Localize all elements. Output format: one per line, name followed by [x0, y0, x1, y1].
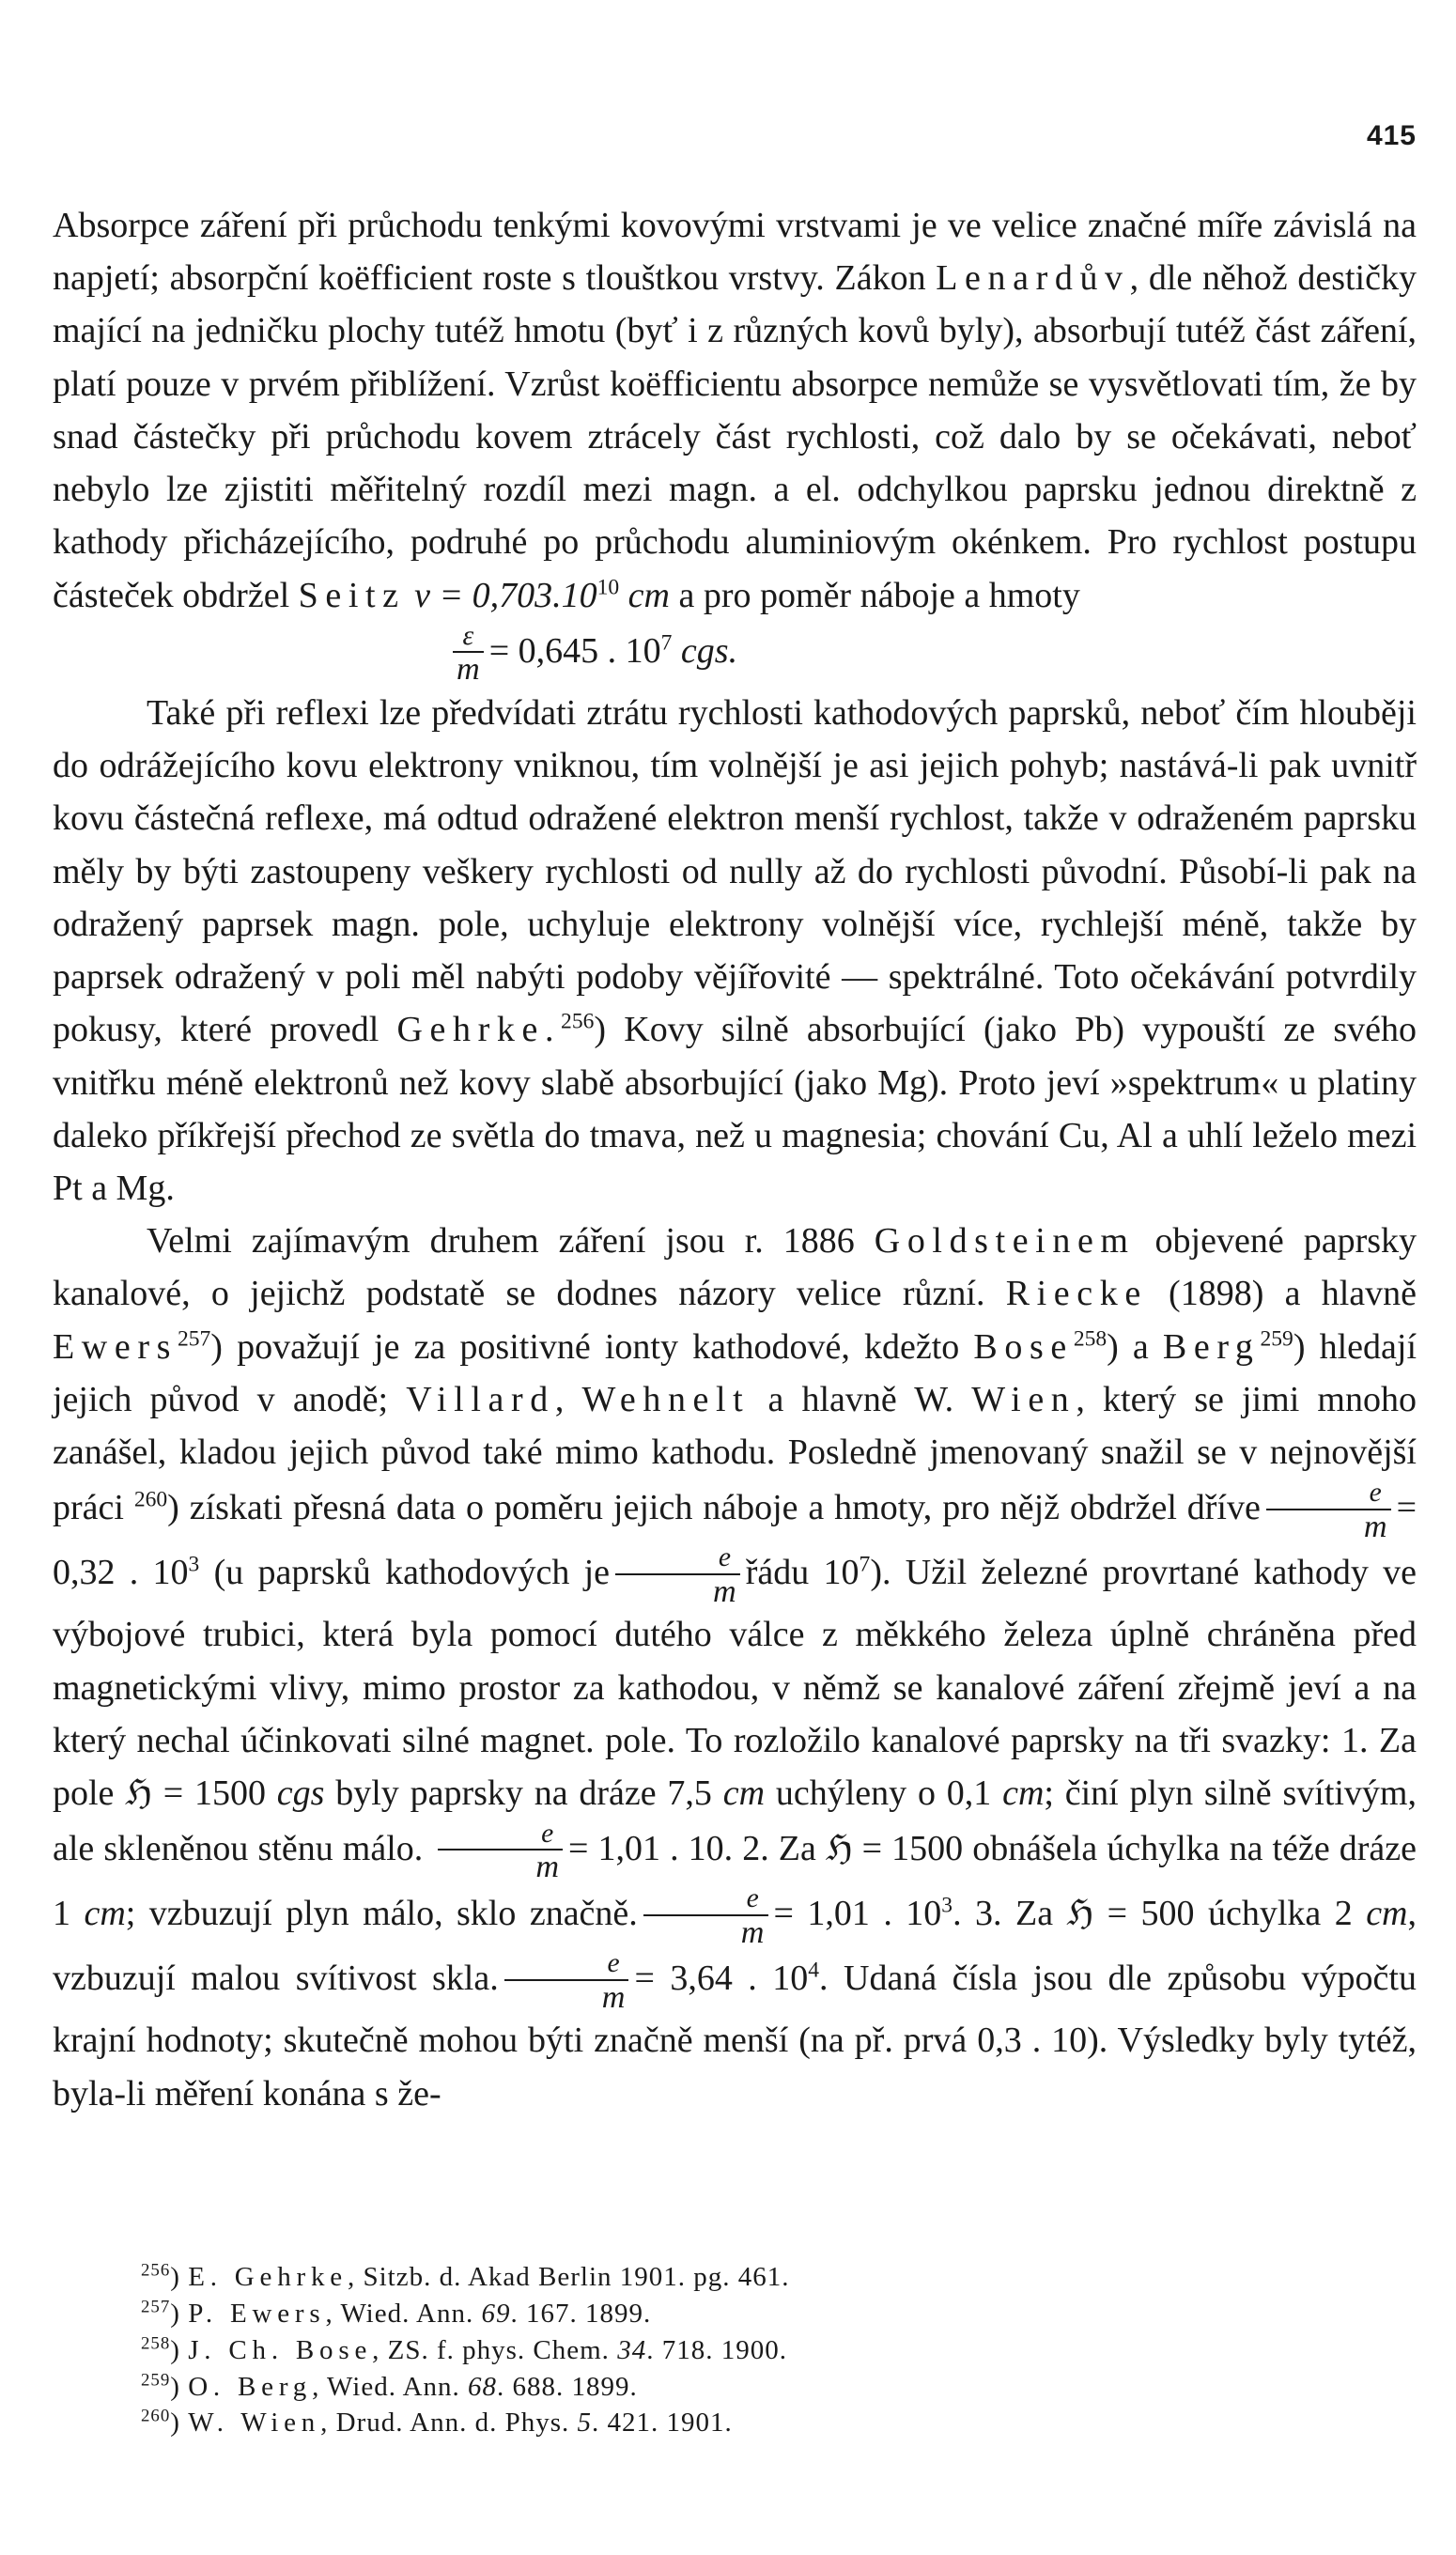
unit: cm: [722, 1773, 766, 1814]
field-strength: ℌ = 1500: [825, 1829, 964, 1869]
text-segment: uchýleny o 0,1: [765, 1773, 1003, 1814]
fraction-numerator: e: [438, 1819, 563, 1850]
text-segment: . Udaná čísla jsou dle způsobu výpočtu krajní hodnoty; skutečně mohou býti značně menší (na př. prvá 0,3 . 10). Výsledky byly tytéž, byla-li měření konána s že-: [53, 1959, 1417, 2114]
paragraph-absorption: [53, 199, 1417, 622]
footnote-ref: 260: [133, 1487, 168, 1512]
author-name-villard: Villard: [406, 1379, 555, 1419]
footnote-ref: 256: [561, 1009, 595, 1034]
footnote-volume: 69: [481, 2298, 511, 2329]
paragraph-canal-rays: [53, 1215, 1417, 2120]
field-strength: ℌ = 500: [1066, 1894, 1195, 1934]
exponent: 4: [808, 1958, 820, 1983]
footnote-text: . 167. 1899.: [510, 2298, 652, 2329]
footnote-author: J. Ch. Bose: [188, 2334, 373, 2365]
text-segment: = 1,01 . 10: [773, 1894, 942, 1934]
text-segment: (1898) a hlavně: [1147, 1274, 1417, 1314]
author-name-bose: Bose: [973, 1326, 1074, 1367]
page-number: 415: [1366, 120, 1417, 151]
footnote-text: . 688. 1899.: [497, 2371, 638, 2402]
text-segment: a hlavně W.: [750, 1379, 972, 1419]
footnote-mark: 259: [141, 2369, 171, 2390]
author-name-riecke: Riecke: [1005, 1274, 1148, 1314]
velocity-expression: v = 0,703.10: [414, 575, 597, 615]
unit: cm: [1366, 1894, 1408, 1934]
author-name-ewers: Ewers: [53, 1326, 178, 1367]
text-segment: ) Kovy silně absorbující (jako Pb) vypouští ze svého vnitřku méně elektronů než kovy slabě absorbující (jako Mg). Proto jeví »spektrum« u platiny daleko příkřejší přechod ze světla do tmava, než u magnesia; chování Cu, Al a uhlí leželo mezi Pt a Mg.: [53, 1010, 1417, 1208]
velocity-unit: cm: [627, 575, 670, 615]
footnote-mark: 256: [141, 2260, 171, 2281]
footnote-ref: 257: [177, 1326, 211, 1352]
text-segment: , vzbuzují malou svítivost skla.: [53, 1894, 1417, 1999]
fraction-numerator: e: [615, 1543, 740, 1574]
text-segment: ) a: [1107, 1326, 1163, 1367]
text-segment: ). Užil železné provrtané kathody ve výbojové trubici, která byla pomocí dutého válce z měkkého železa úplně chráněna před magnetickými vlivy, mimo prostor za kathodou, v němž se kanalové záření zřejmě jeví a na který nechal účinkovati silné magnet. pole. To rozložilo kanalové paprsky na tři svazky: 1. Za pole: [53, 1553, 1417, 1814]
footnote-author: E. Gehrke: [188, 2262, 348, 2292]
footnote: $^{258}$) J. Ch. Bose, ZS. f. phys. Chem. 34. 718. 1900.: [141, 2333, 787, 2365]
text-segment: Velmi zajímavým druhem záření jsou r. 1886: [147, 1221, 875, 1262]
fraction-denominator: m: [1363, 1509, 1387, 1544]
text-segment: Absorpce záření při průchodu tenkými kovovými vrstvami je ve velice značné míře závislá na napjetí; absorpční koëfficient roste s tlouštkou vrstvy. Zákon: [53, 206, 1417, 299]
footnote-author: W. Wien: [188, 2408, 321, 2439]
text-segment: Také při reflexi lze předvídati ztrátu rychlosti kathodových paprsků, neboť čím hlouběji do odrážejícího kovu elektrony vniknou, tím volnější je asi jejich pohyb; nastává-li pak uvnitř kovu částečná reflexe, má odtud odražené elektron menší rychlost, takže v odraženém paprsku měly by býti zastoupeny veškery rychlosti od nully až do rychlosti původní. Působí-li pak na odražený paprsek magn. pole, uchyluje elektrony volnější více, rychlejší méně, takže by paprsek odražený v poli měl nabýti podoby vějířovité — spektrálné. Toto očekávání potvrdily pokusy, které provedl: [53, 692, 1417, 1050]
text-segment: , dle něhož destičky mající na jedničku plochy tutéž hmotu (byť i z různých kovů byly), absorbují tutéž část záření, platí pouze v prvém přiblížení. Vzrůst koëfficientu absorpce nemůže se vysvětlovati tím, že by snad částečky při průchodu kovem ztrácely část rychlosti, což dalo by se očekávati, neboť nebylo lze zjistiti měřitelný rozdíl mezi magn. a el. odchylkou paprsku jednou direktně z kathody přicházejícího, podruhé po průchodu aluminiovým okénkem. Pro rychlost postupu částeček obdržel: [53, 258, 1417, 615]
footnote-text: , Sitzb. d. Akad Berlin 1901. pg. 461.: [347, 2262, 790, 2292]
text-segment: úchylka 2: [1194, 1894, 1367, 1934]
footnote-text: , Wied. Ann.: [325, 2298, 482, 2329]
fraction-e-m: [504, 1949, 629, 2014]
text-segment: objevené paprsky kanalové, o jejichž podstatě se dodnes názory velice různí.: [53, 1221, 1417, 1314]
text-segment: ,: [554, 1379, 582, 1419]
fraction-denominator: m: [535, 1850, 560, 1885]
author-name-berg: Berg: [1162, 1326, 1261, 1367]
equation-unit: cgs.: [680, 631, 738, 672]
equation-exponent: 7: [660, 630, 673, 656]
footnote-ref: 258: [1073, 1326, 1107, 1352]
text-segment: ; činí plyn silně svítivým, ale skleněnou stěnu málo.: [53, 1773, 1417, 1869]
text-segment: = 1,01 . 10. 2. Za: [568, 1829, 826, 1869]
text-segment: = 0,32 . 10: [53, 1488, 1417, 1593]
fraction-e-m: [438, 1819, 563, 1884]
fraction-e-m: [1266, 1479, 1391, 1543]
footnote-text: . 718. 1900.: [646, 2334, 787, 2365]
footnote-ref: 259: [1260, 1326, 1293, 1352]
author-name-goldstein: Goldsteinem: [874, 1221, 1136, 1262]
unit: cgs: [276, 1773, 325, 1814]
author-name-gehrke: Gehrke.: [396, 1010, 562, 1050]
field-strength: ℌ = 1500: [125, 1773, 266, 1814]
unit: cm: [1002, 1773, 1045, 1814]
paragraph-reflection: [53, 687, 1417, 1215]
equation-value: = 0,645 . 10: [488, 631, 661, 672]
text-segment: byly paprsky na dráze 7,5: [324, 1773, 723, 1814]
text-segment: , který se jimi mnoho zanášel, kladou jejich původ také mimo kathodu. Posledně jmenovaný snažil se v nejnovější práci: [53, 1379, 1417, 1528]
footnote: $^{259}$) O. Berg, Wied. Ann. 68. 688. 1899.: [141, 2369, 638, 2402]
footnote-mark: 258: [141, 2333, 171, 2354]
footnote-author: P. Ewers: [188, 2298, 326, 2329]
text-segment: ) hledají jejich původ v anodě;: [53, 1326, 1417, 1419]
fraction-epsilon-m: [453, 622, 484, 687]
footnote-text: , Wied. Ann.: [312, 2371, 469, 2402]
footnote-author: O. Berg: [188, 2371, 313, 2402]
fraction-numerator: e: [504, 1949, 629, 1980]
footnote-volume: 68: [468, 2371, 498, 2402]
text-segment: a pro poměr náboje a hmoty: [669, 575, 1080, 615]
text-segment: = 3,64 . 10: [634, 1959, 809, 1999]
footnote-text: . 421. 1901.: [591, 2408, 733, 2439]
equation-charge-mass: [53, 622, 1417, 687]
exponent: 7: [859, 1553, 871, 1577]
text-segment: . 3. Za: [953, 1894, 1067, 1934]
fraction-e-m: [643, 1884, 768, 1949]
footnote: $^{256}$) E. Gehrke, Sitzb. d. Akad Berlin 1901. pg. 461.: [141, 2260, 790, 2292]
text-segment: ; vzbuzují plyn málo, sklo značně.: [125, 1894, 638, 1934]
footnote: $^{260}$) W. Wien, Drud. Ann. d. Phys. 5. 421. 1901.: [141, 2406, 733, 2439]
text-segment: (u paprsků kathodových je: [199, 1553, 611, 1593]
fraction-numerator: e: [643, 1884, 768, 1915]
fraction-numerator: ε: [453, 622, 484, 653]
author-name-wehnelt: Wehnelt: [581, 1379, 751, 1419]
footnote-mark: 257: [141, 2297, 171, 2317]
fraction-numerator: e: [1266, 1479, 1391, 1510]
text-segment: ) získati přesná data o poměru jejich náboje a hmoty, pro nějž obdržel dříve: [167, 1488, 1261, 1528]
text-segment: ) považují je za positivné ionty kathodové, kdežto: [210, 1326, 974, 1367]
footnote-volume: 5: [577, 2408, 592, 2439]
text-segment: obnášela úchylka na téže dráze 1: [53, 1829, 1417, 1934]
footnote-mark: 260: [141, 2406, 171, 2426]
text-segment: řádu 10: [745, 1553, 860, 1593]
exponent: 3: [941, 1893, 953, 1918]
footnote-text: , Drud. Ann. d. Phys.: [320, 2408, 578, 2439]
author-name-seitz: Seitz: [298, 575, 406, 615]
author-name-lenard: Lenardův: [936, 258, 1130, 299]
author-name-wien: Wien: [971, 1379, 1077, 1419]
footnote-volume: 34: [617, 2334, 647, 2365]
unit: cm: [84, 1894, 126, 1934]
footnotes: [141, 2259, 1362, 2441]
footnote-text: , ZS. f. phys. Chem.: [372, 2334, 618, 2365]
velocity-exponent: 10: [596, 574, 620, 599]
body-text: [53, 199, 1417, 2120]
footnote: $^{257}$) P. Ewers, Wied. Ann. 69. 167. 1899.: [141, 2297, 652, 2329]
fraction-denominator: m: [601, 1979, 626, 2015]
fraction-e-m: [615, 1543, 740, 1608]
exponent: 3: [188, 1553, 200, 1577]
fraction-denominator: m: [713, 1573, 736, 1609]
fraction-denominator: m: [457, 651, 480, 687]
fraction-denominator: m: [740, 1914, 765, 1950]
